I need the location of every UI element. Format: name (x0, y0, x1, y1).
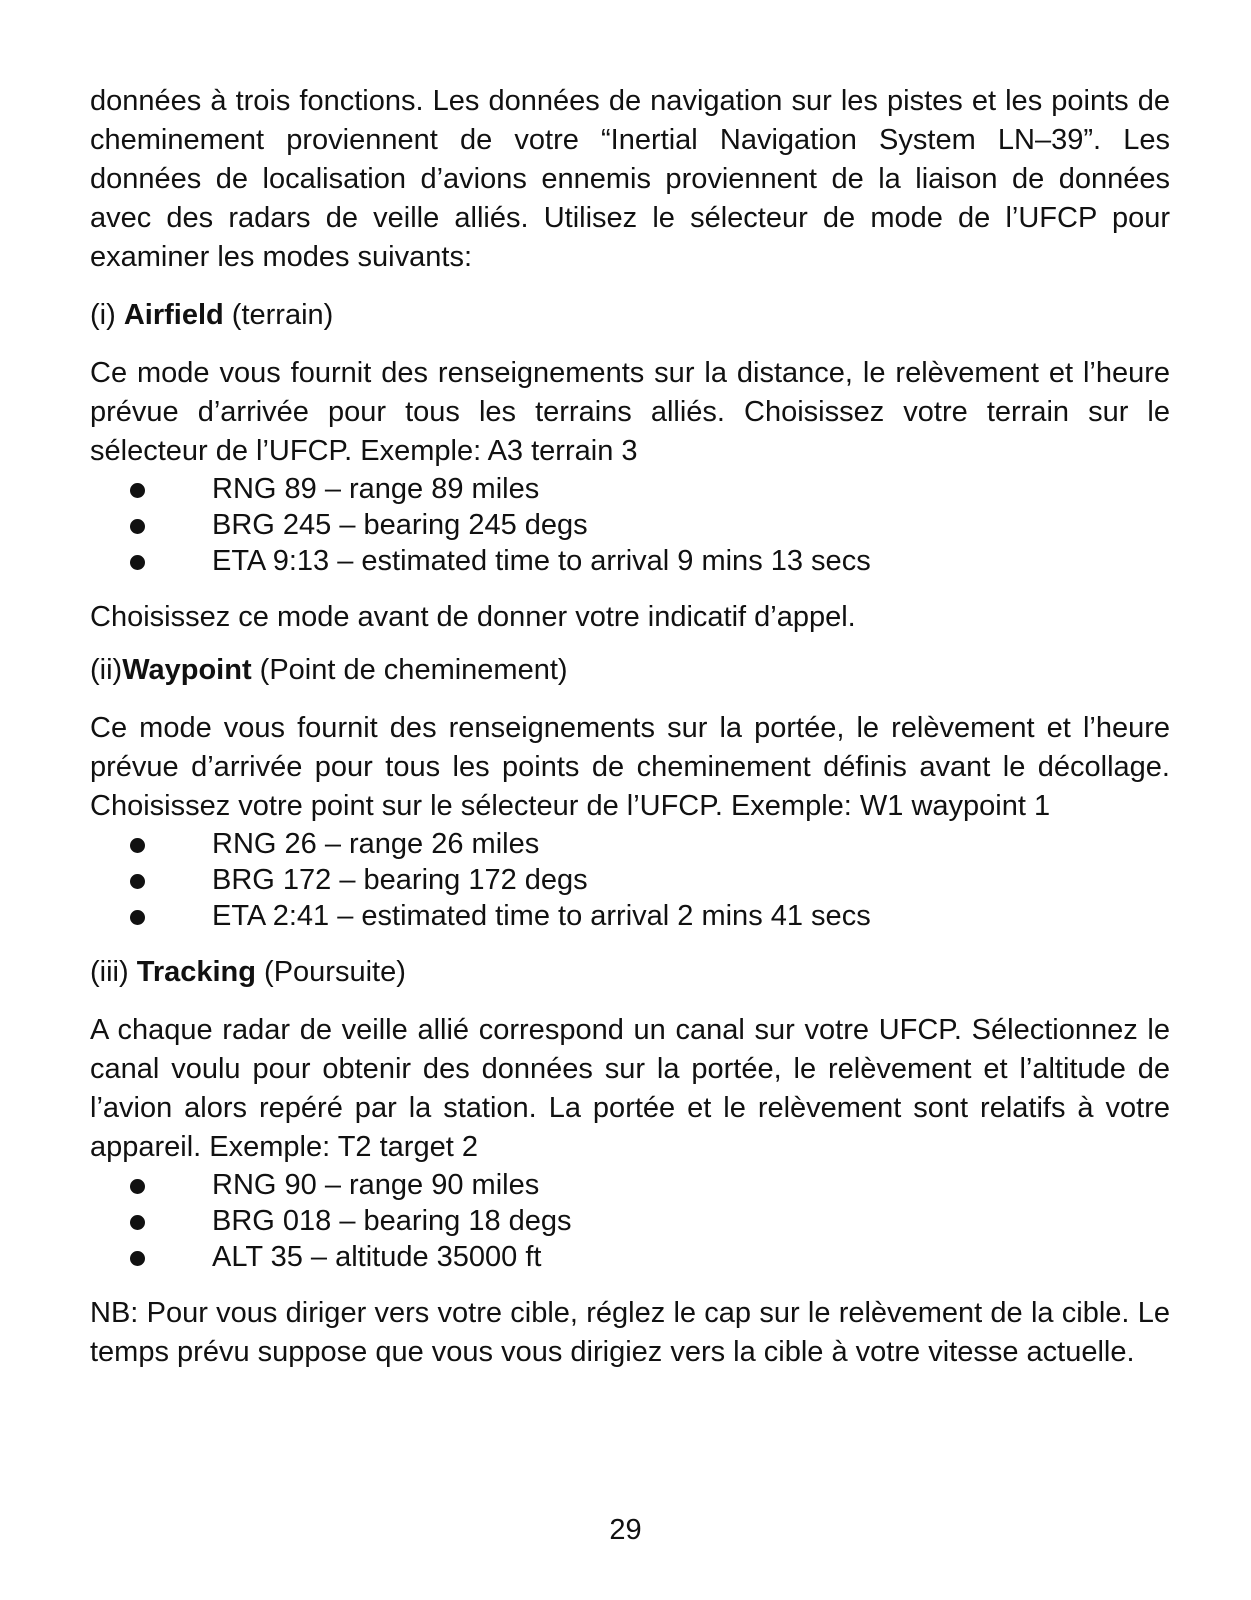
airfield-note: Choisissez ce mode avant de donner votre indicatif d’appel. (90, 601, 856, 633)
list-item: RNG 90 – range 90 miles (90, 1167, 1170, 1203)
section-title-waypoint: Waypoint (122, 654, 252, 686)
intro-paragraph: données à trois fonctions. Les données de navigation sur les pistes et les points de cheminement proviennent de votre “Inertial Navigation System LN–39”. Les données de localisation d’avions ennemis proviennent de la liaison de données avec des radars de veille alliés. Utilisez le sélecteur de mode de l’UFCP pour examiner les modes suivants: (90, 85, 1170, 273)
bullet-icon (130, 874, 145, 889)
bullet-list-airfield (90, 471, 1170, 579)
bullet-icon (130, 838, 145, 853)
bullet-icon (130, 555, 145, 570)
list-item: RNG 89 – range 89 miles (90, 471, 1170, 507)
section-body-tracking: A chaque radar de veille allié correspond un canal sur votre UFCP. Sélectionnez le canal voulu pour obtenir des données sur la portée, le relèvement et l’altitude de l’avion alors repéré par la station. La portée et le relèvement sont relatifs à votre appareil. Exemple: T2 target 2 (90, 1014, 1170, 1163)
bullet-list-waypoint (90, 826, 1170, 934)
list-item: BRG 245 – bearing 245 degs (90, 507, 1170, 543)
list-item: RNG 26 – range 26 miles (90, 826, 1170, 862)
bullet-icon (130, 1215, 145, 1230)
page-content (90, 82, 1170, 1372)
page-number: 29 (609, 1514, 642, 1546)
bullet-icon (130, 1179, 145, 1194)
section-body-waypoint: Ce mode vous fournit des renseignements sur la portée, le relèvement et l’heure prévue d’arrivée pour tous les points de cheminement définis avant le décollage. Choisissez votre point sur le sélecteur de l’UFCP. Exemple: W1 waypoint 1 (90, 712, 1170, 822)
list-item: ETA 2:41 – estimated time to arrival 2 mins 41 secs (90, 898, 1170, 934)
list-item: ALT 35 – altitude 35000 ft (90, 1239, 1170, 1275)
bullet-icon (130, 910, 145, 925)
bullet-list-tracking (90, 1167, 1170, 1275)
bullet-icon (130, 1251, 145, 1266)
section-heading-tracking: (iii) Tracking (Poursuite) (90, 956, 406, 988)
section-heading-airfield: (i) Airfield (terrain) (90, 299, 334, 331)
list-item: BRG 018 – bearing 18 degs (90, 1203, 1170, 1239)
section-body-airfield: Ce mode vous fournit des renseignements sur la distance, le relèvement et l’heure prévue d’arrivée pour tous les terrains alliés. Choisissez votre terrain sur le sélecteur de l’UFCP. Exemple: A3 terrain 3 (90, 357, 1170, 467)
section-title-tracking: Tracking (136, 956, 256, 988)
footnote-paragraph: NB: Pour vous diriger vers votre cible, réglez le cap sur le relèvement de la cible. Le temps prévu suppose que vous vous dirigiez vers la cible à votre vitesse actuelle. (90, 1297, 1170, 1368)
list-item: ETA 9:13 – estimated time to arrival 9 mins 13 secs (90, 543, 1170, 579)
section-heading-waypoint: (ii)Waypoint (Point de cheminement) (90, 654, 568, 686)
bullet-icon (130, 483, 145, 498)
section-title-airfield: Airfield (123, 299, 224, 331)
bullet-icon (130, 519, 145, 534)
list-item: BRG 172 – bearing 172 degs (90, 862, 1170, 898)
